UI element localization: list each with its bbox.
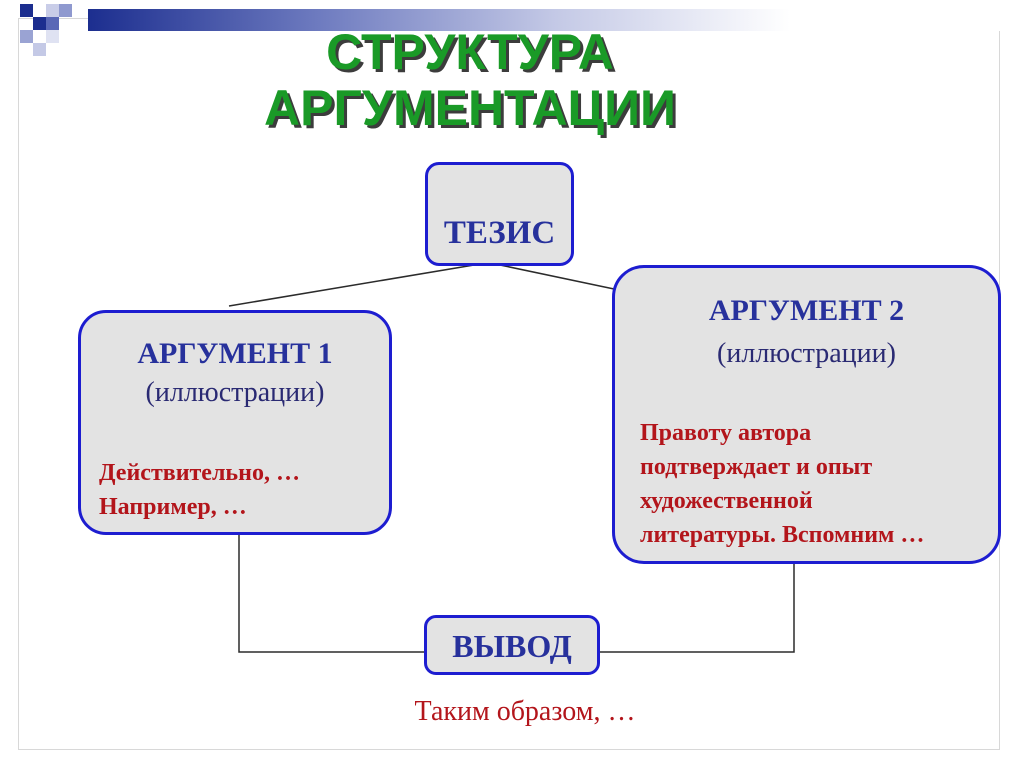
argument2-box bbox=[612, 265, 1001, 564]
thesis-label: ТЕЗИС bbox=[443, 215, 556, 251]
argument2-text-line-3: художественной bbox=[640, 488, 813, 514]
title-line-2: АРГУМЕНТАЦИИ bbox=[264, 80, 676, 136]
slide-title bbox=[180, 24, 760, 136]
argument1-box bbox=[78, 310, 392, 535]
argument2-text-line-2: подтверждает и опыт bbox=[640, 454, 873, 480]
connector-arg1-conclusion bbox=[239, 535, 424, 652]
connector-thesis-arg2 bbox=[500, 265, 614, 289]
conclusion-phrase: Таким образом, … bbox=[414, 696, 636, 727]
argument1-phrases bbox=[99, 456, 300, 524]
title-line-1: СТРУКТУРА bbox=[326, 24, 614, 80]
argument1-phrase-1: Действительно, … bbox=[99, 460, 300, 486]
argument2-text-line-1: Правоту автора bbox=[640, 420, 812, 446]
connector-arg2-conclusion bbox=[600, 564, 794, 652]
argument2-text-line-4: литературы. Вспомним … bbox=[640, 522, 925, 548]
argument2-sublabel: (иллюстрации) bbox=[717, 338, 896, 369]
argument2-label: АРГУМЕНТ 2 bbox=[708, 294, 905, 327]
connector-thesis-arg1 bbox=[229, 265, 474, 306]
conclusion-label: ВЫВОД bbox=[452, 628, 572, 664]
argument2-text bbox=[640, 416, 990, 552]
argument1-sublabel: (иллюстрации) bbox=[145, 377, 325, 408]
argument1-label: АРГУМЕНТ 1 bbox=[137, 337, 333, 370]
thesis-box bbox=[425, 162, 574, 266]
argument1-phrase-2: Например, … bbox=[99, 494, 247, 520]
conclusion-box bbox=[424, 615, 600, 675]
